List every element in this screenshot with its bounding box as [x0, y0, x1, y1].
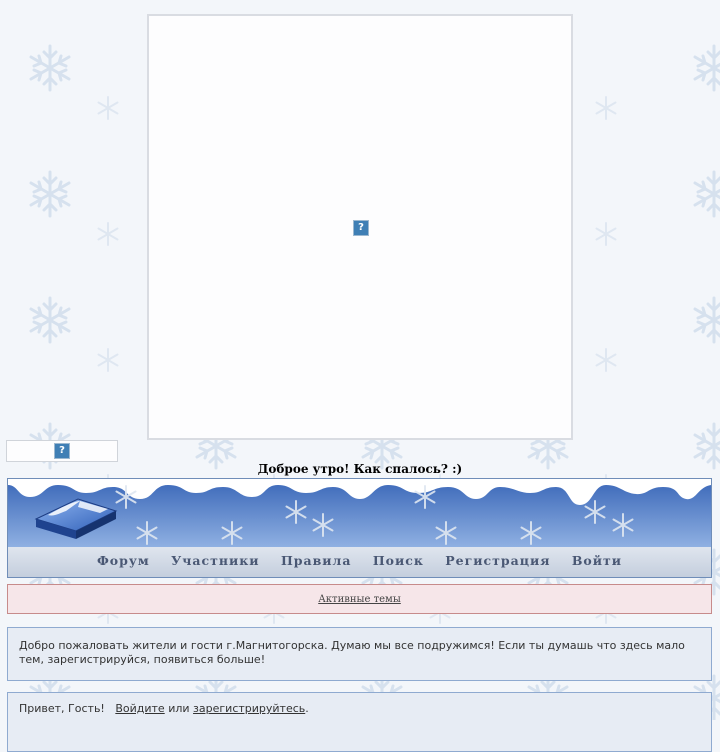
- or-text: или: [168, 702, 190, 715]
- nav-login-link[interactable]: Войти: [571, 553, 623, 568]
- snowflake-icon: [695, 298, 720, 342]
- nav-rules-link[interactable]: Правила: [280, 553, 352, 568]
- small-snowflake-icon: [99, 223, 118, 245]
- snowflake-icon: [31, 46, 69, 90]
- greeting-text: Доброе утро! Как спалось? :): [257, 462, 463, 476]
- guest-hello-text: Привет, Гость!: [19, 702, 105, 715]
- snowflake-icon: [31, 172, 69, 216]
- broken-image-icon: ?: [54, 443, 70, 459]
- active-topics-link[interactable]: Активные темы: [318, 594, 401, 605]
- snowflake-icon: [31, 298, 69, 342]
- nav-register-link[interactable]: Регистрация: [445, 553, 551, 568]
- guest-greeting: [7, 692, 712, 752]
- period-text: .: [305, 702, 309, 715]
- small-snowflake-icon: [597, 97, 616, 119]
- nav-members-link[interactable]: Участники: [171, 553, 260, 568]
- embedded-frame: [147, 14, 573, 440]
- nav-forum-link[interactable]: Форум: [96, 553, 150, 568]
- active-topics-box: [7, 584, 712, 614]
- login-link[interactable]: Войдите: [115, 702, 165, 715]
- nav-search-link[interactable]: Поиск: [372, 553, 424, 568]
- broken-image-icon: ?: [353, 220, 369, 236]
- forum-header: [7, 478, 712, 578]
- register-link[interactable]: зарегистрируйтесь: [193, 702, 306, 715]
- small-snowflake-icon: [99, 349, 118, 371]
- main-navigation: [8, 547, 711, 577]
- small-snowflake-icon: [99, 97, 118, 119]
- small-embedded-frame: [6, 440, 118, 462]
- welcome-message: Добро пожаловать жители и гости г.Магнитогорска. Думаю мы все подружимся! Если ты думашь что здесь мало тем, зарегистрируйся, появиться больше!: [7, 627, 712, 681]
- snowflake-icon: [695, 46, 720, 90]
- small-snowflake-icon: [597, 223, 616, 245]
- snowflake-icon: [695, 172, 720, 216]
- winter-banner: [8, 479, 711, 547]
- small-snowflake-icon: [597, 349, 616, 371]
